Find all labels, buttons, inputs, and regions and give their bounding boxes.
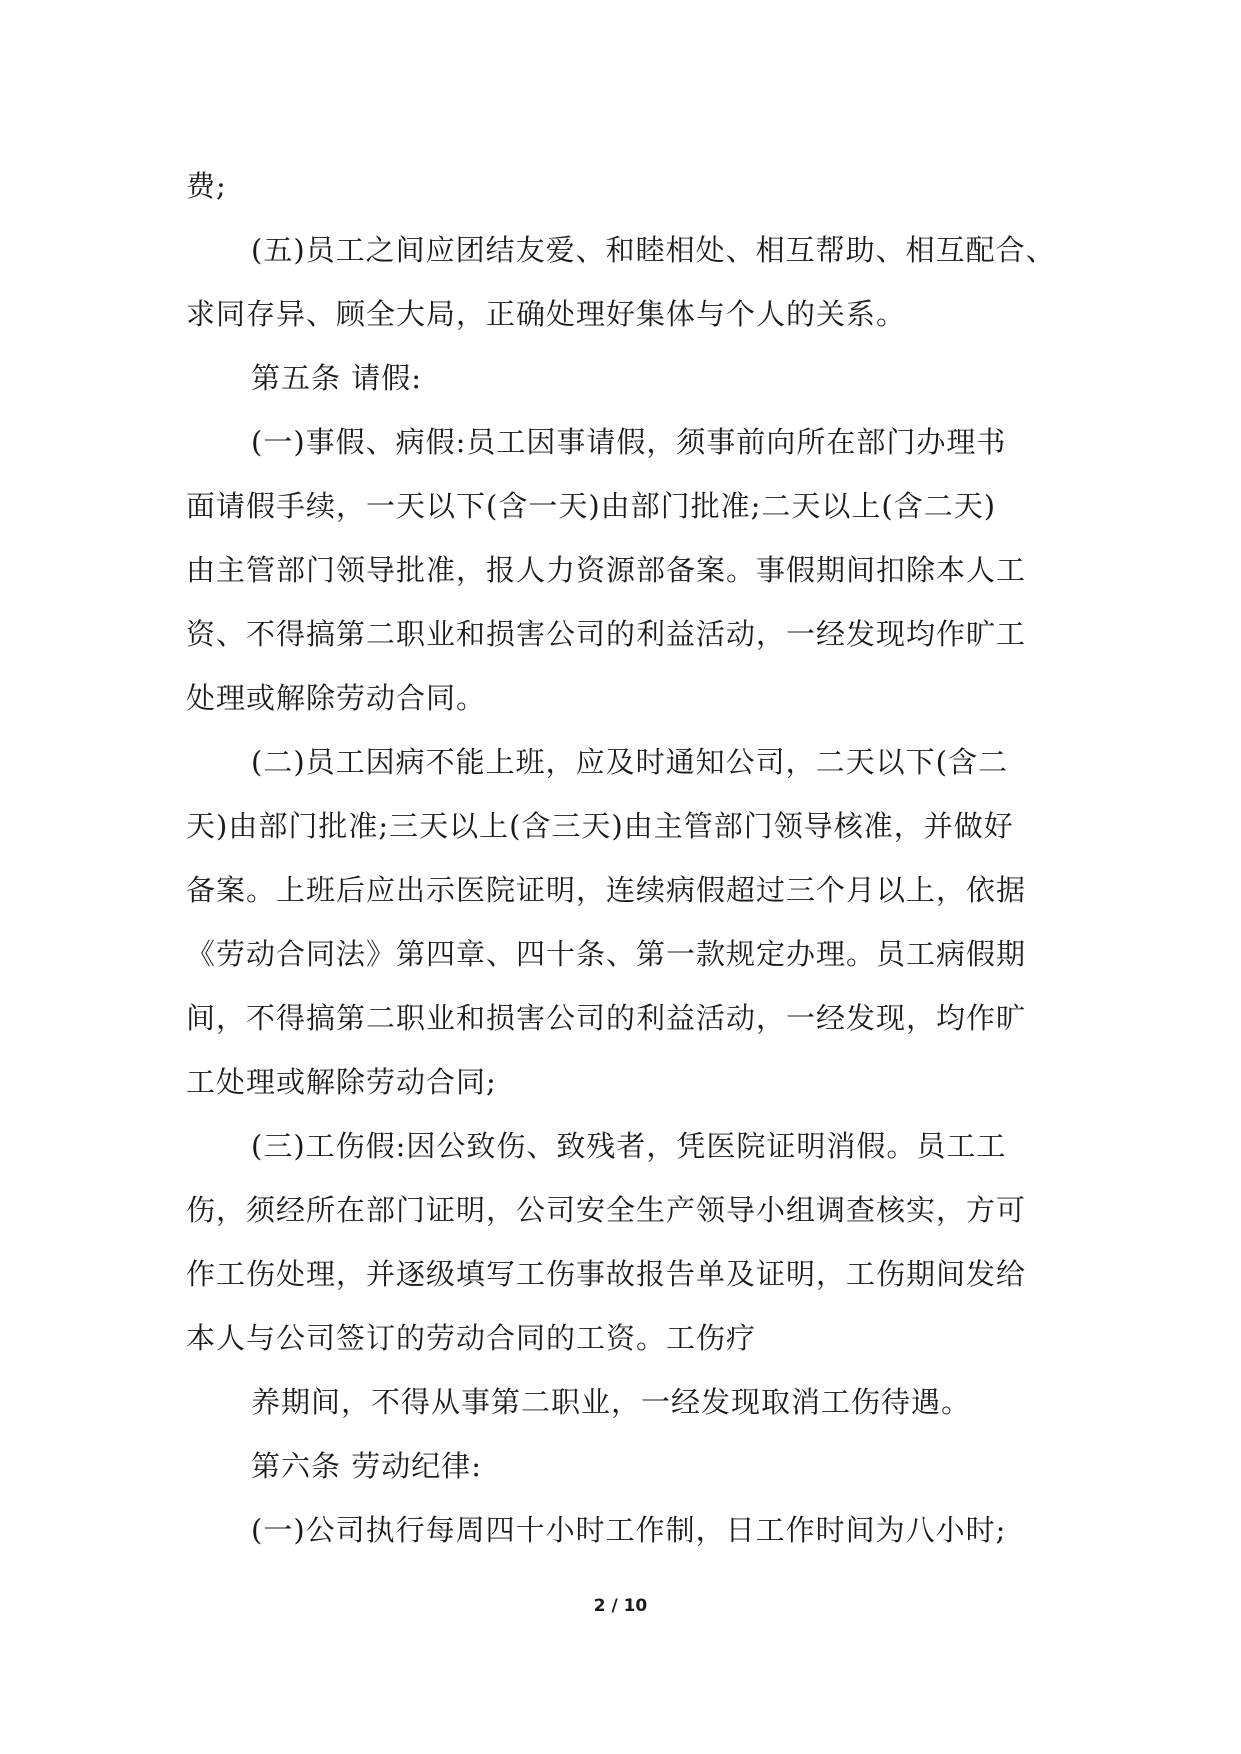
text-line: 工处理或解除劳动合同; [186,1065,497,1099]
text-line: 天)由部门批准;三天以上(含三天)由主管部门领导核准，并做好 [186,809,1014,843]
text-line: (一)事假、病假:员工因事请假，须事前向所在部门办理书 [251,425,1007,459]
text-line: 本人与公司签订的劳动合同的工资。工伤疗 [186,1321,757,1355]
text-line: 备案。上班后应出示医院证明，连续病假超过三个月以上，依据 [186,873,1027,907]
page-number: 2 / 10 [593,1596,648,1616]
text-line: 《劳动合同法》第四章、四十条、第一款规定办理。员工病假期 [186,937,1027,971]
text-line: 作工伤处理，并逐级填写工伤事故报告单及证明，工伤期间发给 [186,1257,1027,1291]
text-line: (二)员工因病不能上班，应及时通知公司，二天以下(含二 [251,745,1008,779]
text-line: 求同存异、顾全大局，正确处理好集体与个人的关系。 [186,297,907,331]
text-line: 面请假手续，一天以下(含一天)由部门批准;二天以上(含二天) [186,489,997,523]
text-line: (五)员工之间应团结友爱、和睦相处、相互帮助、相互配合、 [251,233,1056,267]
text-line: 伤，须经所在部门证明，公司安全生产领导小组调查核实，方可 [186,1193,1027,1227]
text-line: (三)工伤假:因公致伤、致残者，凭医院证明消假。员工工 [251,1129,1007,1163]
section-heading: 第五条 请假: [251,361,422,395]
text-line: 由主管部门领导批准，报人力资源部备案。事假期间扣除本人工 [186,553,1027,587]
text-line: (一)公司执行每周四十小时工作制，日工作时间为八小时; [251,1513,1007,1547]
text-line: 处理或解除劳动合同。 [186,681,487,715]
section-heading: 第六条 劳动纪律: [251,1449,482,1483]
text-line: 养期间，不得从事第二职业，一经发现取消工伤待遇。 [251,1385,972,1419]
text-line: 费; [186,169,227,203]
text-line: 资、不得搞第二职业和损害公司的利益活动，一经发现均作旷工 [186,617,1027,651]
text-line: 间，不得搞第二职业和损害公司的利益活动，一经发现，均作旷 [186,1001,1027,1035]
